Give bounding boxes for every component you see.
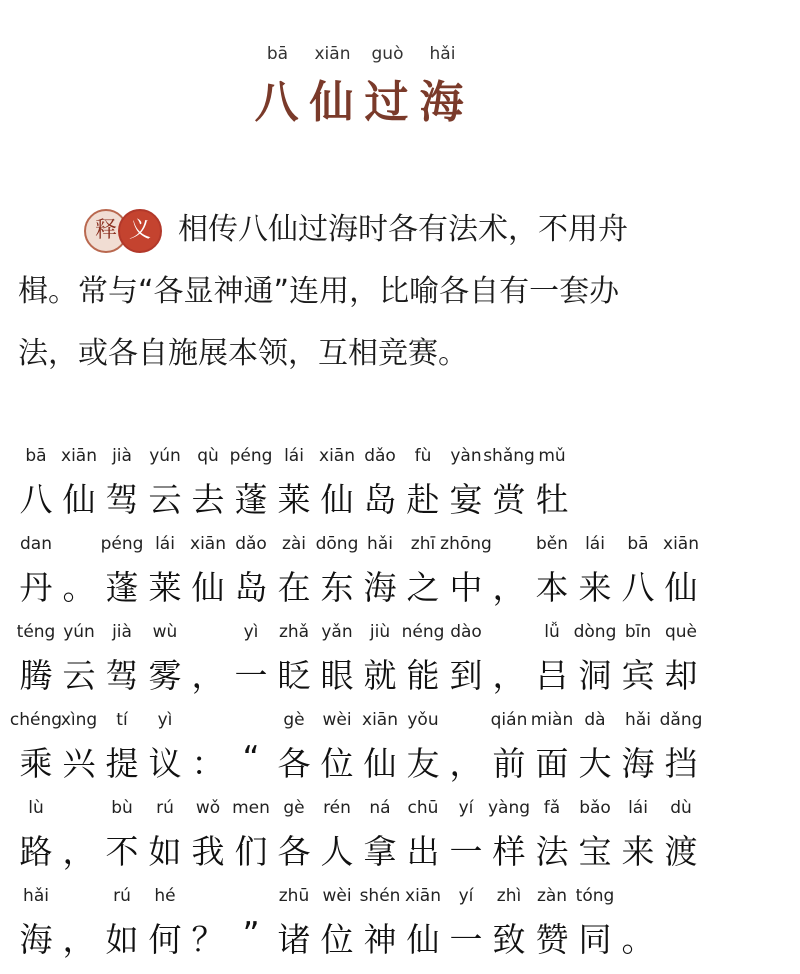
story-pinyin: hǎi bbox=[367, 534, 393, 554]
story-pinyin: tóng bbox=[575, 886, 615, 906]
story-char: 来 bbox=[578, 568, 612, 607]
story-char: 岛 bbox=[234, 568, 268, 607]
story-pinyin: rén bbox=[323, 798, 351, 818]
story-pinyin: zhī bbox=[410, 534, 436, 554]
story-pinyin: què bbox=[664, 622, 698, 642]
story-pinyin: jià bbox=[112, 446, 132, 466]
punctuation: ， bbox=[492, 656, 526, 695]
story-char: 议 bbox=[148, 744, 182, 783]
story-pinyin: fǎ bbox=[543, 798, 561, 818]
story-pinyin: miàn bbox=[530, 710, 574, 730]
story-char: 挡 bbox=[664, 744, 698, 783]
story-pinyin: jiù bbox=[369, 622, 391, 642]
punctuation: ， bbox=[492, 568, 526, 607]
story-char: 到 bbox=[449, 656, 483, 695]
story-char: 样 bbox=[492, 832, 526, 871]
story-char: 八 bbox=[19, 480, 53, 519]
story-char: 法 bbox=[535, 832, 569, 871]
title-pinyin-row bbox=[250, 44, 480, 64]
story-pinyin: fù bbox=[414, 446, 432, 466]
badge-char: 释 bbox=[84, 209, 128, 253]
story-pinyin: lǚ bbox=[544, 622, 560, 642]
story-pinyin: bā bbox=[25, 446, 47, 466]
story-pinyin: chéng bbox=[9, 710, 63, 730]
story-char: 在 bbox=[277, 568, 311, 607]
story-pinyin: xiān bbox=[663, 534, 699, 554]
story-char: 诸 bbox=[277, 920, 311, 959]
story-pinyin: dan bbox=[20, 534, 52, 554]
punctuation: 。 bbox=[62, 568, 96, 607]
story-pinyin: yí bbox=[458, 886, 474, 906]
story-pinyin: bù bbox=[111, 798, 133, 818]
story-char: 之 bbox=[406, 568, 440, 607]
story-char: 来 bbox=[621, 832, 655, 871]
story-pinyin: lái bbox=[585, 534, 605, 554]
story-char: 宴 bbox=[449, 480, 483, 519]
story-pinyin: dōng bbox=[315, 534, 359, 554]
story-pinyin: dà bbox=[584, 710, 606, 730]
definition-line: 楫。常与“各显神通”连用，比喻各自有一套办 bbox=[18, 274, 620, 309]
story-row bbox=[16, 446, 716, 534]
story-char: 赏 bbox=[492, 480, 526, 519]
story-char: 去 bbox=[191, 480, 225, 519]
punctuation: “ bbox=[242, 738, 260, 777]
story-char: 出 bbox=[406, 832, 440, 871]
story-char: 大 bbox=[578, 744, 612, 783]
story-pinyin: běn bbox=[535, 534, 569, 554]
story-pinyin: wèi bbox=[322, 886, 352, 906]
story-char: 八 bbox=[621, 568, 655, 607]
story-char: 不 bbox=[105, 832, 139, 871]
story-char: 莱 bbox=[277, 480, 311, 519]
story-pinyin: dǎo bbox=[235, 534, 267, 554]
definition-text: 相传八仙过海时各有法术，不用舟 bbox=[178, 212, 628, 247]
story-row bbox=[16, 798, 716, 886]
story-pinyin: hé bbox=[154, 886, 176, 906]
story-pinyin: néng bbox=[401, 622, 445, 642]
definition-line: 法，或各自施展本领，互相竞赛。 bbox=[18, 336, 468, 371]
story-char: 海 bbox=[621, 744, 655, 783]
story-char: 赞 bbox=[535, 920, 569, 959]
story-pinyin: bā bbox=[627, 534, 649, 554]
story-char: 神 bbox=[363, 920, 397, 959]
title-chars-row bbox=[250, 66, 480, 130]
story-pinyin: yàng bbox=[487, 798, 531, 818]
story-char: 乘 bbox=[19, 744, 53, 783]
story-pinyin: péng bbox=[229, 446, 273, 466]
story-char: 如 bbox=[148, 832, 182, 871]
story-pinyin: dòng bbox=[573, 622, 617, 642]
story-pinyin: ná bbox=[369, 798, 391, 818]
story-pinyin: lù bbox=[28, 798, 44, 818]
title-char: 八 bbox=[254, 77, 301, 128]
story-char: 各 bbox=[277, 832, 311, 871]
story-char: 东 bbox=[320, 568, 354, 607]
story-char: 丹 bbox=[19, 568, 53, 607]
story-char: 我 bbox=[191, 832, 225, 871]
story-pinyin: téng bbox=[16, 622, 56, 642]
story-char: 致 bbox=[492, 920, 526, 959]
story-pinyin: chū bbox=[407, 798, 439, 818]
story-row bbox=[9, 710, 716, 798]
story-char: 雾 bbox=[148, 656, 182, 695]
punctuation: ： bbox=[191, 744, 225, 783]
story-pinyin: yì bbox=[157, 710, 173, 730]
story-pinyin: tí bbox=[116, 710, 128, 730]
story-char: 一 bbox=[234, 656, 268, 695]
definition-section bbox=[18, 200, 718, 386]
story-pinyin: gè bbox=[283, 798, 305, 818]
story-pinyin: zhì bbox=[496, 886, 522, 906]
story-char: 仙 bbox=[191, 568, 225, 607]
story-char: 仙 bbox=[62, 480, 96, 519]
story-pinyin: péng bbox=[100, 534, 144, 554]
badge-char: 义 bbox=[118, 209, 162, 253]
story-pinyin: wǒ bbox=[195, 798, 221, 818]
story-char: 宾 bbox=[621, 656, 655, 695]
story-char: 眼 bbox=[320, 656, 354, 695]
punctuation: ， bbox=[62, 920, 96, 959]
story-pinyin: bīn bbox=[624, 622, 652, 642]
title-pinyin: bā bbox=[266, 44, 289, 64]
story-pinyin: xiān bbox=[362, 710, 398, 730]
story-char: 一 bbox=[449, 920, 483, 959]
story-pinyin: qián bbox=[490, 710, 528, 730]
story-char: 中 bbox=[449, 568, 483, 607]
story-pinyin: hǎi bbox=[23, 886, 49, 906]
story-pinyin: wù bbox=[152, 622, 178, 642]
story-char: 路 bbox=[19, 832, 53, 871]
story-section bbox=[9, 446, 716, 974]
story-pinyin: men bbox=[232, 798, 270, 818]
story-char: 牡 bbox=[535, 480, 569, 519]
story-char: 本 bbox=[535, 568, 569, 607]
story-pinyin: yì bbox=[243, 622, 259, 642]
story-char: 兴 bbox=[62, 744, 96, 783]
story-char: 如 bbox=[105, 920, 139, 959]
story-row bbox=[16, 886, 716, 974]
definition-badge bbox=[84, 209, 162, 253]
story-char: 各 bbox=[277, 744, 311, 783]
story-pinyin: hǎi bbox=[625, 710, 651, 730]
story-char: 同 bbox=[578, 920, 612, 959]
story-char: 蓬 bbox=[105, 568, 139, 607]
story-char: 蓬 bbox=[234, 480, 268, 519]
story-char: 腾 bbox=[19, 656, 53, 695]
story-char: 提 bbox=[105, 744, 139, 783]
story-char: 前 bbox=[492, 744, 526, 783]
story-char: 们 bbox=[234, 832, 268, 871]
story-char: 仙 bbox=[406, 920, 440, 959]
story-pinyin: lái bbox=[155, 534, 175, 554]
story-pinyin: xiān bbox=[190, 534, 226, 554]
story-pinyin: lái bbox=[284, 446, 304, 466]
story-char: 友 bbox=[406, 744, 440, 783]
story-char: 海 bbox=[19, 920, 53, 959]
story-char: 仙 bbox=[664, 568, 698, 607]
story-pinyin: wèi bbox=[322, 710, 352, 730]
story-pinyin: yǎn bbox=[321, 622, 353, 642]
story-pinyin: bǎo bbox=[579, 798, 611, 818]
punctuation: ， bbox=[449, 744, 483, 783]
story-char: 位 bbox=[320, 744, 354, 783]
title-char: 仙 bbox=[309, 77, 356, 128]
story-pinyin: zàn bbox=[536, 886, 568, 906]
story-char: 何 bbox=[148, 920, 182, 959]
story-pinyin: yàn bbox=[450, 446, 482, 466]
story-pinyin: zhū bbox=[278, 886, 310, 906]
story-char: 一 bbox=[449, 832, 483, 871]
story-char: 能 bbox=[406, 656, 440, 695]
title-pinyin: hǎi bbox=[429, 44, 456, 64]
story-char: 岛 bbox=[363, 480, 397, 519]
story-char: 位 bbox=[320, 920, 354, 959]
story-pinyin: lái bbox=[628, 798, 648, 818]
punctuation: 。 bbox=[621, 920, 655, 959]
story-char: 就 bbox=[363, 656, 397, 695]
story-pinyin: dǎng bbox=[659, 710, 703, 730]
story-char: 吕 bbox=[535, 656, 569, 695]
story-pinyin: yí bbox=[458, 798, 474, 818]
story-pinyin: zhǎ bbox=[278, 622, 310, 642]
story-char: 驾 bbox=[105, 480, 139, 519]
punctuation: ， bbox=[62, 832, 96, 871]
story-pinyin: dǎo bbox=[364, 446, 396, 466]
story-char: 仙 bbox=[320, 480, 354, 519]
story-pinyin: shén bbox=[359, 886, 401, 906]
story-pinyin: shǎng bbox=[483, 446, 535, 466]
idiom-title bbox=[250, 44, 480, 130]
story-char: 渡 bbox=[664, 832, 698, 871]
story-pinyin: zài bbox=[281, 534, 307, 554]
story-char: 拿 bbox=[363, 832, 397, 871]
story-char: 云 bbox=[148, 480, 182, 519]
story-pinyin: yǒu bbox=[407, 710, 439, 730]
story-pinyin: xiān bbox=[405, 886, 441, 906]
story-pinyin: xìng bbox=[60, 710, 98, 730]
story-char: 洞 bbox=[578, 656, 612, 695]
story-pinyin: yún bbox=[149, 446, 181, 466]
story-pinyin: qù bbox=[197, 446, 219, 466]
story-char: 眨 bbox=[277, 656, 311, 695]
definition-line bbox=[18, 200, 718, 262]
story-char: 云 bbox=[62, 656, 96, 695]
title-char: 海 bbox=[419, 77, 466, 128]
story-pinyin: dào bbox=[450, 622, 482, 642]
story-pinyin: xiān bbox=[319, 446, 355, 466]
story-pinyin: gè bbox=[283, 710, 305, 730]
story-pinyin: yún bbox=[63, 622, 95, 642]
story-char: 却 bbox=[664, 656, 698, 695]
punctuation: ？ bbox=[191, 920, 225, 959]
story-pinyin: zhōng bbox=[440, 534, 492, 554]
story-row bbox=[16, 622, 716, 710]
story-pinyin: jià bbox=[112, 622, 132, 642]
title-pinyin: guò bbox=[371, 44, 404, 64]
story-pinyin: rú bbox=[156, 798, 174, 818]
story-char: 莱 bbox=[148, 568, 182, 607]
title-pinyin: xiān bbox=[314, 44, 351, 64]
story-char: 海 bbox=[363, 568, 397, 607]
story-pinyin: dù bbox=[670, 798, 692, 818]
punctuation: ” bbox=[242, 914, 260, 953]
story-char: 赴 bbox=[406, 480, 440, 519]
story-pinyin: rú bbox=[113, 886, 131, 906]
story-char: 面 bbox=[535, 744, 569, 783]
punctuation: ， bbox=[191, 656, 225, 695]
story-pinyin: xiān bbox=[61, 446, 97, 466]
story-char: 人 bbox=[320, 832, 354, 871]
story-char: 仙 bbox=[363, 744, 397, 783]
story-char: 宝 bbox=[578, 832, 612, 871]
title-char: 过 bbox=[364, 77, 411, 128]
story-pinyin: mǔ bbox=[538, 446, 566, 466]
story-row bbox=[16, 534, 716, 622]
story-char: 驾 bbox=[105, 656, 139, 695]
